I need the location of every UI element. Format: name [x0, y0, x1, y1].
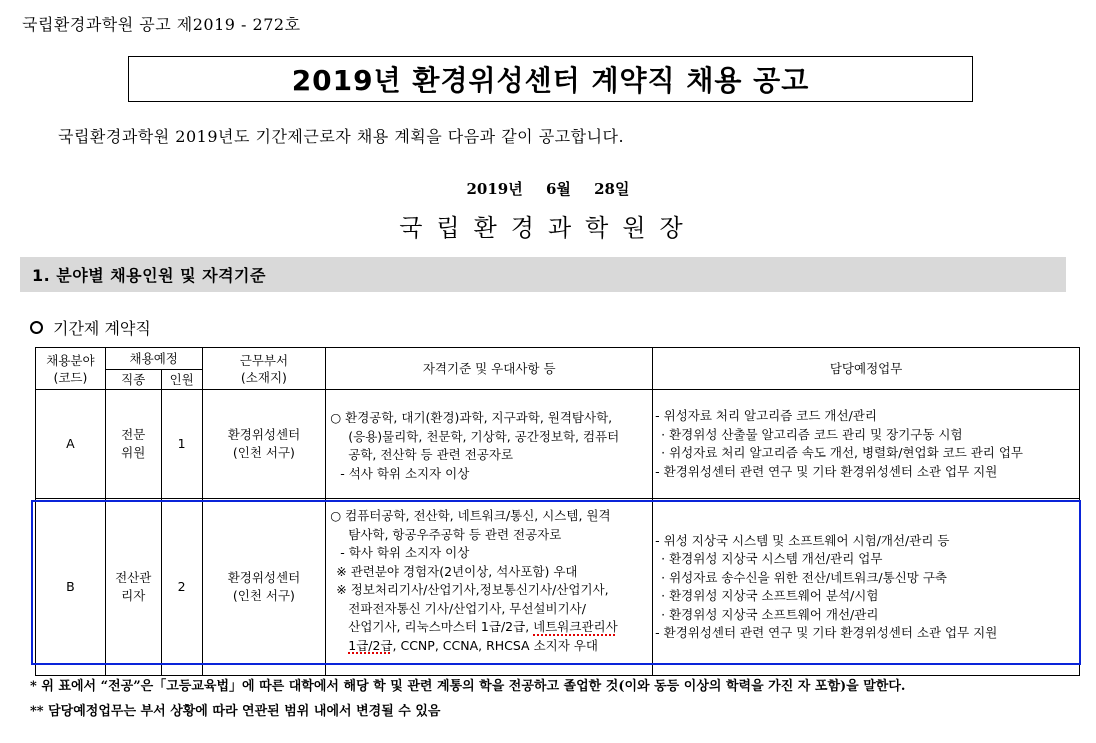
qualification-line: [330, 637, 650, 656]
row-headcount: 1: [161, 390, 202, 499]
row-job-type: [105, 499, 161, 676]
institute-head: 국립환경과학원장: [399, 214, 697, 242]
row-qualifications: [326, 499, 653, 676]
duty-line: - 위성 지상국 시스템 및 소프트웨어 시험/개선/관리 등: [655, 532, 950, 548]
circle-bullet-icon: [30, 321, 43, 334]
dept-line: (인천 서구): [232, 588, 295, 603]
header-field: [36, 348, 106, 390]
duty-line: - 위성자료 처리 알고리즘 코드 개선/관리: [655, 408, 877, 423]
duty-line: - 환경위성센터 관련 연구 및 기타 환경위성센터 소관 업무 지원: [655, 463, 998, 479]
qualification-text: 산업기사, 리눅스마스터 1급/2급,: [348, 619, 534, 634]
row-dept: [202, 390, 326, 499]
qualification-text: , CCNP, CCNA, RHCSA 소지자 우대: [392, 637, 598, 653]
header-duties: 담당예정업무: [653, 348, 1080, 390]
table-row: [36, 390, 1080, 499]
duty-line: · 위성자료 처리 알고리즘 속도 개선, 병렬화/현업화 코드 관리 업무: [661, 445, 1024, 460]
job-type-line: 위원: [121, 445, 146, 460]
qualification-line: (응용)물리학, 천문학, 기상학, 공간정보학, 컴퓨터: [348, 428, 620, 444]
footnote-major: * 위 표에서 “전공”은「고등교육법」에 따른 대학에서 해당 학 및 관련 계통의 학을 전공하고 졸업한 것(이와 동등 이상의 학력을 가진 자 포함)을 말한다.: [30, 679, 906, 694]
header-qualifications: 자격기준 및 우대사항 등: [326, 348, 653, 390]
row-headcount: 2: [161, 499, 202, 676]
duty-line: - 환경위성센터 관련 연구 및 기타 환경위성센터 소관 업무 지원: [655, 625, 998, 640]
underlined-cert: 네트워크관리사: [533, 619, 618, 634]
duty-line: · 환경위성 산출물 알고리즘 코드 관리 및 장기구동 시험: [661, 426, 963, 442]
notice-number: 국립환경과학원 공고 제2019 - 272호: [22, 15, 301, 34]
recruitment-table: [35, 347, 1080, 676]
job-type-line: 전산관: [115, 570, 152, 585]
job-type-line: 리자: [121, 588, 146, 603]
header-plan: 채용예정: [105, 348, 202, 370]
qualification-line: ※ 관련분야 경험자(2년이상, 석사포함) 우대: [336, 563, 578, 579]
duty-line: · 환경위성 지상국 시스템 개선/관리 업무: [661, 551, 883, 566]
dept-line: 환경위성센터: [227, 427, 301, 442]
qualification-line: 전파전자통신 기사/산업기사, 무선설비기사/: [348, 600, 586, 616]
section-bar: [20, 257, 1066, 292]
row-duties: [653, 390, 1080, 499]
table-row: [36, 499, 1080, 676]
header-dept: [202, 348, 326, 390]
job-type-line: 전문: [121, 427, 146, 442]
header-job-type: 직종: [105, 370, 161, 390]
dept-line: (인천 서구): [232, 445, 295, 460]
qualification-line: [330, 618, 650, 637]
duty-line: · 환경위성 지상국 소프트웨어 개선/관리: [661, 606, 879, 622]
qualification-line: - 석사 학위 소지자 이상: [340, 465, 470, 481]
header-dept-label: 근무부서: [239, 352, 289, 368]
row-duties: [653, 499, 1080, 676]
header-field-label: 채용분야: [46, 352, 95, 368]
duty-line: · 위성자료 송수신을 위한 전산/네트워크/통신망 구축: [661, 569, 947, 585]
intro-text: 국립환경과학원 2019년도 기간제근로자 채용 계획을 다음과 같이 공고합니다.: [58, 127, 625, 146]
row-qualifications: [326, 390, 653, 499]
qualification-line: 탐사학, 항공우주공학 등 관련 전공자로: [348, 526, 562, 542]
qualification-line: 공학, 전산학 등 관련 전공자로: [348, 447, 514, 462]
header-field-code: (코드): [53, 369, 88, 385]
header-headcount: 인원: [161, 370, 202, 390]
header-dept-location: (소재지): [240, 369, 287, 385]
row-dept: [202, 499, 326, 676]
row-job-type: [105, 390, 161, 499]
qualification-line: ○ 환경공학, 대기(환경)과학, 지구과학, 원격탐사학,: [330, 410, 613, 425]
row-code: B: [36, 499, 106, 676]
row-code: A: [36, 390, 106, 499]
announcement-date: 2019년 6월 28일: [466, 180, 630, 198]
footnote-duties: ** 담당예정업무는 부서 상황에 따라 연관된 범위 내에서 변경될 수 있음: [30, 704, 441, 719]
subheading: [30, 316, 151, 339]
underlined-cert: 1급/2급: [348, 637, 393, 653]
duty-line: · 환경위성 지상국 소프트웨어 분석/시험: [661, 588, 879, 603]
dept-line: 환경위성센터: [227, 570, 301, 585]
section-title: 1. 분야별 채용인원 및 자격기준: [32, 266, 266, 285]
qualification-line: ※ 정보처리기사/산업기사,정보통신기사/산업기사,: [336, 582, 609, 597]
qualification-line: ○ 컴퓨터공학, 전산학, 네트워크/통신, 시스템, 원격: [330, 508, 611, 523]
title-box: [128, 56, 973, 102]
subheading-label: 기간제 계약직: [53, 319, 151, 338]
qualification-line: - 학사 학위 소지자 이상: [340, 545, 470, 560]
page-title: 2019년 환경위성센터 계약직 채용 공고: [291, 64, 810, 97]
